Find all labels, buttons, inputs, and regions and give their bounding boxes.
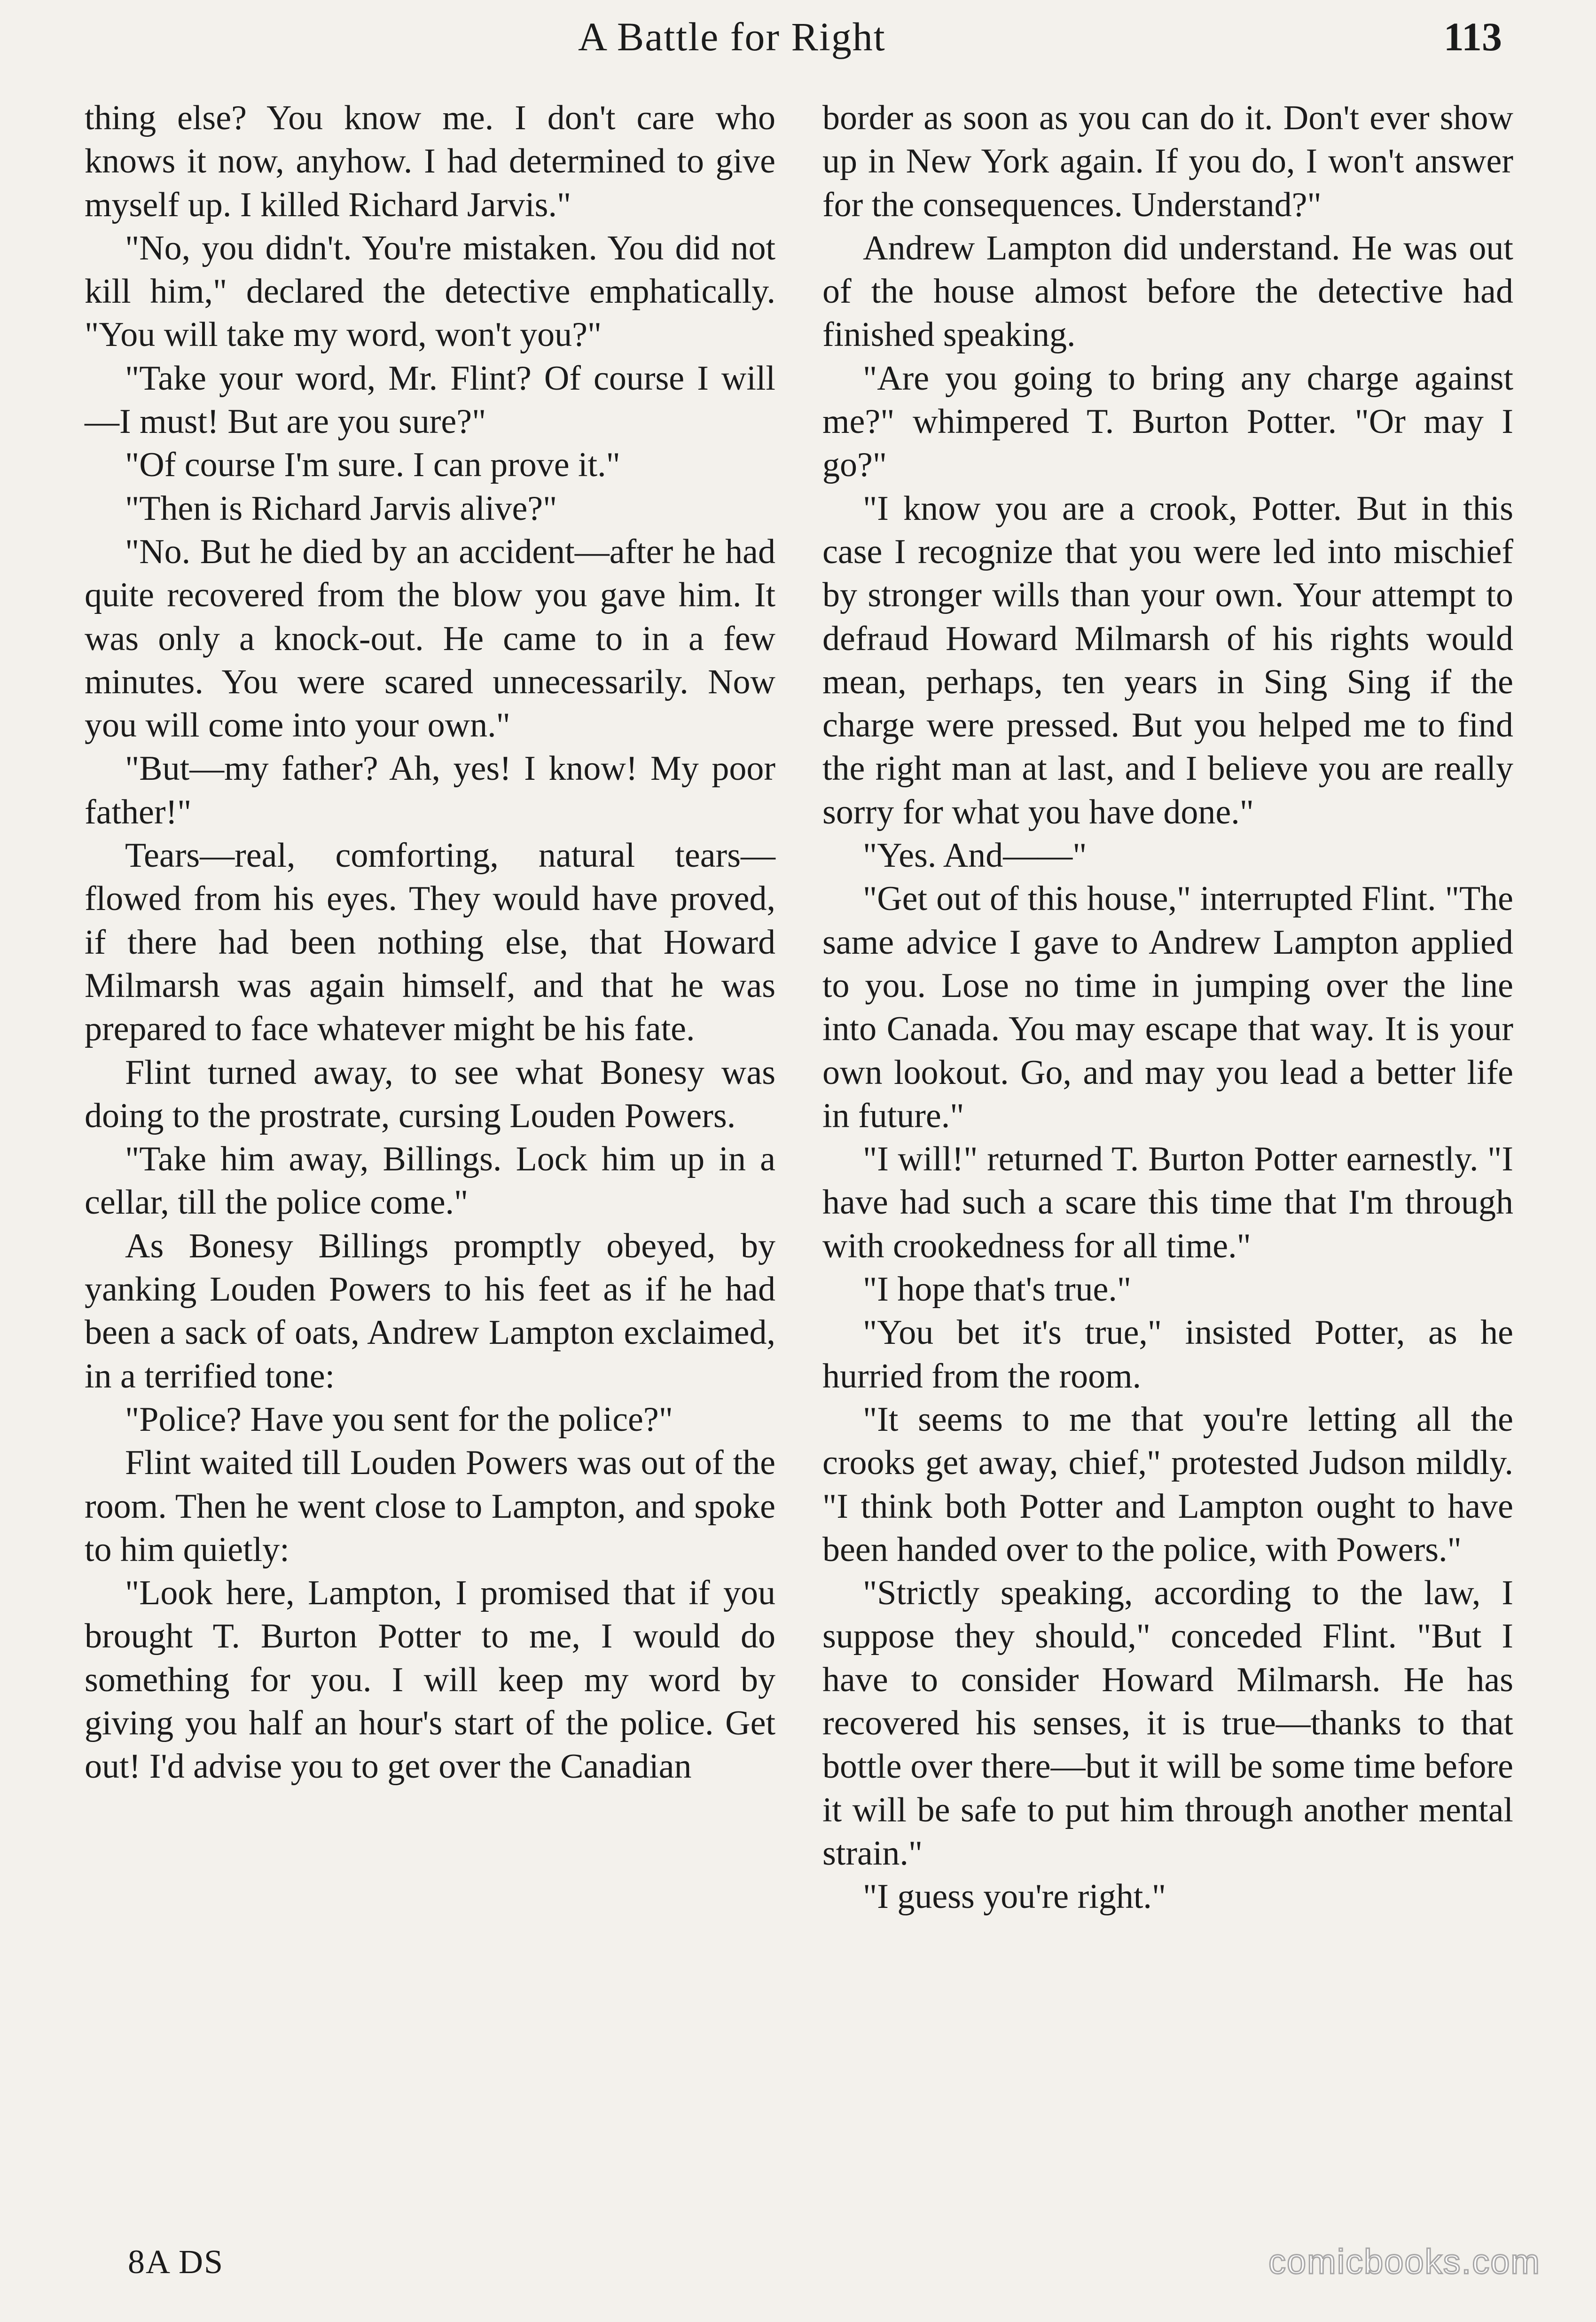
paragraph: thing else? You know me. I don't care who knows it now, anyhow. I had determined to give myself up. I killed Richard Jarvis." (85, 99, 775, 224)
paragraph: "But—my father? Ah, yes! I know! My poor father!" (85, 749, 775, 832)
page-number: 113 (1443, 14, 1502, 59)
paragraph: "No, you didn't. You're mistaken. You did not kill him," declared the detective emphatically. "You will take my word, won't you?" (85, 228, 775, 354)
right-text-column (822, 96, 1513, 1918)
paragraph: "You bet it's true," insisted Potter, as he hurried from the room. (822, 1313, 1513, 1396)
paragraph: "Of course I'm sure. I can prove it." (125, 446, 620, 485)
paragraph: "I hope that's true." (863, 1270, 1132, 1309)
paragraph: "Take your word, Mr. Flint? Of course I will—I must! But are you sure?" (85, 359, 775, 441)
site-watermark: comicbooks.com (1268, 2242, 1541, 2281)
paragraph: Tears—real, comforting, natural tears—flowed from his eyes. They would have proved, if there had been nothing else, that Howard Milmarsh was again himself, and that he was prepared to face whatever might be his fate. (85, 836, 775, 1049)
paragraph: "Look here, Lampton, I promised that if you brought T. Burton Potter to me, I would do something for you. I will keep my word by giving you half an hour's start of the police. Get out! I'd advise you to get over the Canadian (85, 1574, 775, 1786)
paragraph: "I guess you're right." (863, 1877, 1166, 1916)
paragraph: "Are you going to bring any charge against me?" whimpered T. Burton Potter. "Or may I go?" (822, 359, 1513, 485)
paragraph: "Then is Richard Jarvis alive?" (125, 489, 557, 528)
paragraph: Andrew Lampton did understand. He was out of the house almost before the detective had finished speaking. (822, 228, 1513, 354)
paragraph: "I will!" returned T. Burton Potter earnestly. "I have had such a scare this time that I'm through with crookedness for all time." (822, 1140, 1513, 1265)
paragraph: As Bonesy Billings promptly obeyed, by yanking Louden Powers to his feet as if he had been a sack of oats, Andrew Lampton exclaimed, in a terrified tone: (85, 1226, 775, 1396)
paragraph: "No. But he died by an accident—after he had quite recovered from the blow you gave him. It was only a knock-out. He came to in a few minutes. You were scared unnecessarily. Now you will come into your own." (85, 532, 775, 745)
printer-signature-mark: 8A DS (128, 2243, 224, 2281)
paragraph: "I know you are a crook, Potter. But in this case I recognize that you were led into mischief by stronger wills than your own. Your attempt to defraud Howard Milmarsh of his rights would mean, perhaps, ten years in Sing Sing if the charge were pressed. But you helped me to find the right man at last, and I believe you are really sorry for what you have done." (822, 489, 1513, 832)
paragraph: "Yes. And——" (863, 836, 1087, 875)
paragraph: Flint turned away, to see what Bonesy was doing to the prostrate, cursing Louden Powers. (85, 1053, 775, 1135)
paragraph: "Strictly speaking, according to the law, I suppose they should," conceded Flint. "But I have to consider Howard Milmarsh. He has recovered his senses, it is true—thanks to that bottle over there—but it will be some time before it will be safe to put him through another mental strain." (822, 1574, 1513, 1873)
paragraph: border as soon as you can do it. Don't ever show up in New York again. If you do, I won't answer for the consequences. Understand?" (822, 99, 1513, 224)
paragraph: "Police? Have you sent for the police?" (125, 1400, 673, 1439)
paragraph: "Get out of this house," interrupted Flint. "The same advice I gave to Andrew Lampton applied to you. Lose no time in jumping over the line into Canada. You may escape that way. It is your own lookout. Go, and may you lead a better life in future." (822, 879, 1513, 1135)
paragraph: "It seems to me that you're letting all the crooks get away, chief," protested Judson mildly. "I think both Potter and Lampton ought to have been handed over to the police, with Powers." (822, 1400, 1513, 1569)
paragraph: Flint waited till Louden Powers was out of the room. Then he went close to Lampton, and spoke to him quietly: (85, 1443, 775, 1569)
running-title: A Battle for Right (578, 14, 886, 59)
paragraph: "Take him away, Billings. Lock him up in a cellar, till the police come." (85, 1140, 775, 1222)
left-text-column (85, 96, 775, 1789)
